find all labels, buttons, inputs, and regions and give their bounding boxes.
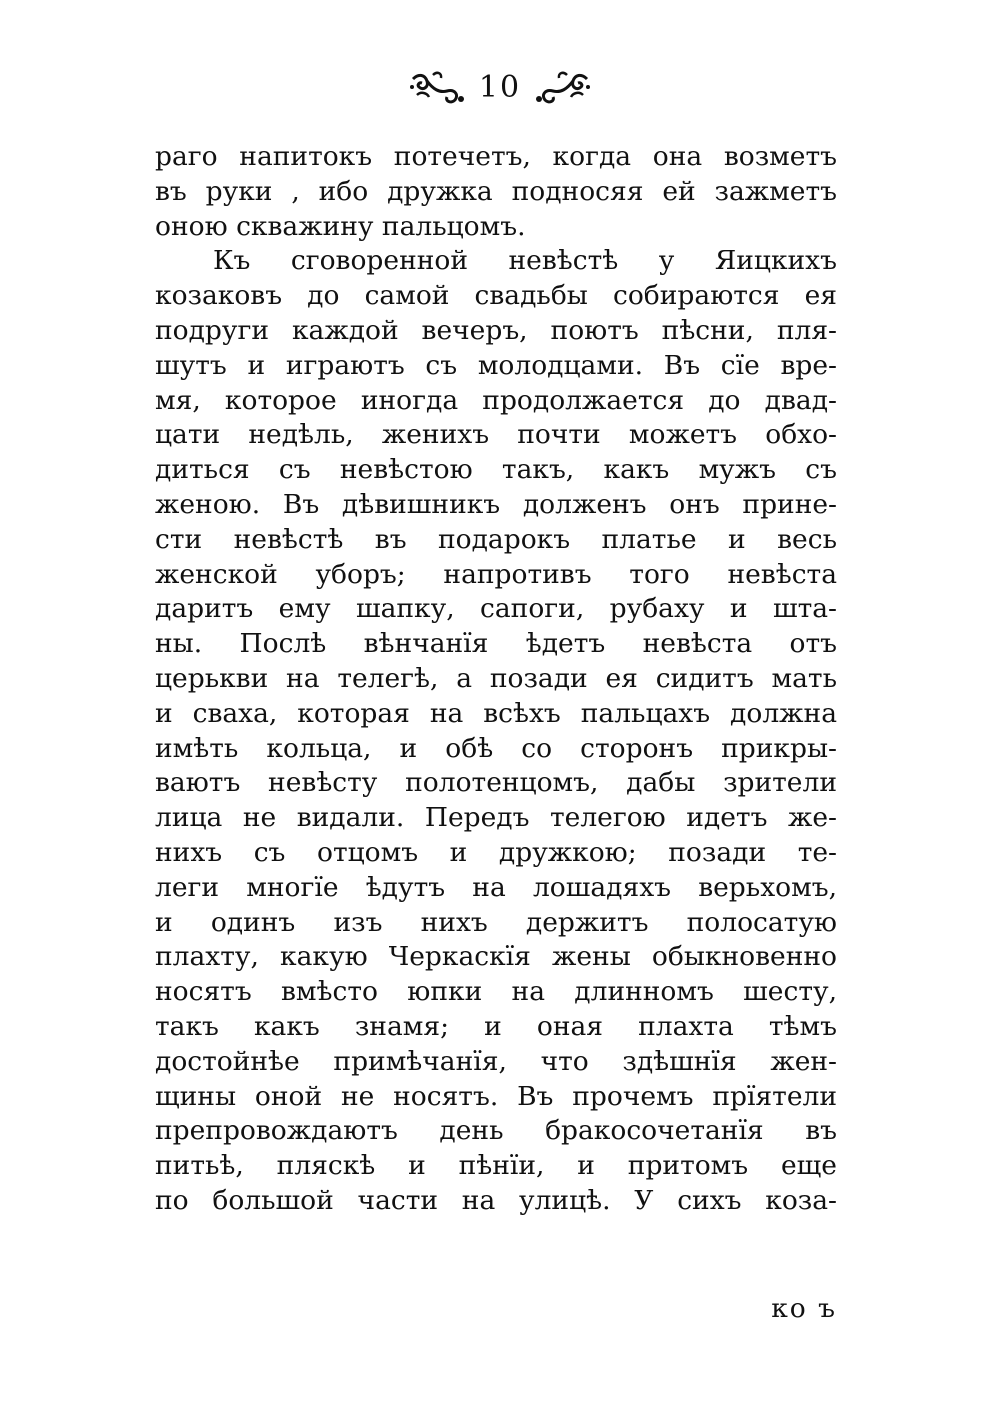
text-line: шутъ и играютъ съ молодцами. Въ сїе вре-: [155, 349, 837, 381]
text-line: въ руки , ибо дружка подносяя ей зажметъ: [155, 175, 837, 207]
left-ornament-icon: [409, 69, 469, 105]
text-line: даритъ ему шапку, сапоги, рубаху и шта-: [155, 593, 837, 625]
text-line: цати недѣль, женихъ почти можетъ обхо-: [155, 419, 837, 451]
body-text: [155, 140, 837, 1219]
right-ornament-icon: [531, 69, 591, 105]
text-line: плахту, какую Черкаскїя жены обыкновенно: [155, 941, 837, 973]
text-line: лица не видали. Передъ телегою идетъ же-: [155, 802, 837, 834]
text-line: носятъ вмѣсто юпки на длинномъ шесту,: [155, 976, 837, 1008]
text-line: достойнѣе примѣчанїя, что здѣшнїя жен-: [155, 1045, 837, 1077]
catchword: ко ъ: [771, 1293, 837, 1324]
text-line: щины оной не носятъ. Въ прочемъ прїятели: [155, 1080, 837, 1112]
text-line: по большой части на улицѣ. У сихъ коза-: [155, 1184, 837, 1216]
paragraph-start-line: Къ сговоренной невѣстѣ у Яицкихъ: [213, 245, 837, 277]
text-line: женской уборъ; напротивъ того невѣста: [155, 558, 837, 590]
text-line: нихъ съ отцомъ и дружкою; позади те-: [155, 836, 837, 868]
text-line: имѣть кольца, и обѣ со сторонъ прикры-: [155, 732, 837, 764]
text-line: и сваха, которая на всѣхъ пальцахъ должна: [155, 697, 837, 729]
text-line: леги многїе ѣдутъ на лошадяхъ верьхомъ,: [155, 871, 837, 903]
text-line: козаковъ до самой свадьбы собираются ея: [155, 280, 837, 312]
page-number: 10: [478, 69, 522, 105]
text-line: ваютъ невѣсту полотенцомъ, дабы зрители: [155, 767, 837, 799]
text-line: подруги каждой вечеръ, поютъ пѣсни, пля-: [155, 314, 837, 346]
text-line: и одинъ изъ нихъ держитъ полосатую: [155, 906, 837, 938]
text-line: женою. Въ дѣвишникъ долженъ онъ прине-: [155, 488, 837, 520]
text-line: препровождаютъ день бракосочетанїя въ: [155, 1115, 837, 1147]
text-line: оною скважину пальцомъ.: [155, 210, 526, 242]
text-line: такъ какъ знамя; и оная плахта тѣмъ: [155, 1010, 837, 1042]
text-line: ны. Послѣ вѣнчанїя ѣдетъ невѣста отъ: [155, 628, 837, 660]
page-header: [400, 62, 600, 112]
text-line: церькви на телегѣ, а позади ея сидитъ мать: [155, 662, 837, 694]
text-line: сти невѣстѣ въ подарокъ платье и весь: [155, 523, 837, 555]
text-line: питьѣ, пляскѣ и пѣнїи, и притомъ еще: [155, 1150, 837, 1182]
text-line: раго напитокъ потечетъ, когда она возметъ: [155, 141, 837, 172]
text-line: диться съ невѣстою такъ, какъ мужъ съ: [155, 454, 837, 486]
text-line: мя, которое иногда продолжается до двад-: [155, 384, 837, 416]
